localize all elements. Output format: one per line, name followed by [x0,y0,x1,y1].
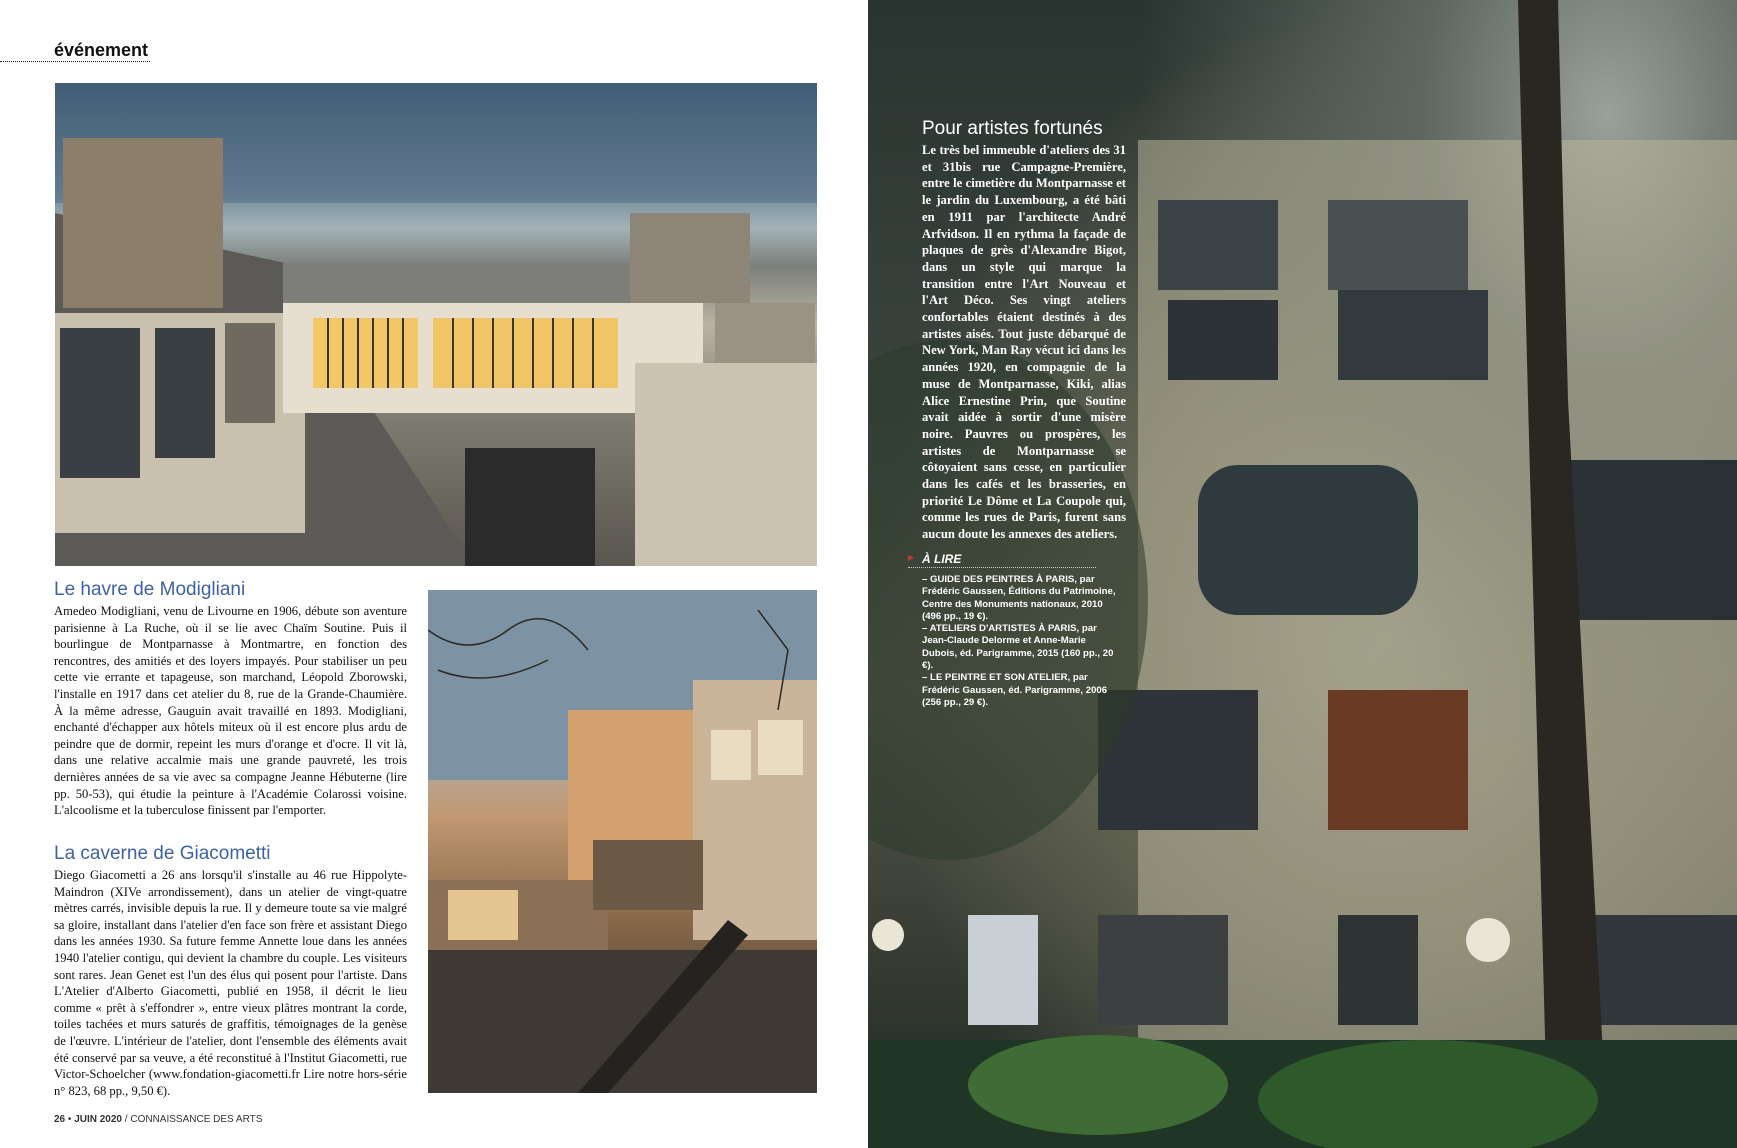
page-footer [54,1114,262,1125]
sidebar-text: Le très bel immeuble d'ateliers des 31 et 31bis rue Campagne-Première, entre le cimetière du Montparnasse et le jardin du Luxembourg, a été bâti en 1911 par l'architecte André Arfvidson. Il en rythma la façade de plaques de grès d'Alexandre Bigot, dans un style qui marque la transition entre l'Art Nouveau et l'Art Déco. Ses vingt ateliers confortables étaient destinés à des artistes aisés. Tout juste débarqué de New York, Man Ray vécut ici dans les années 1920, en compagnie de la muse de Montparnasse, Kiki, alias Alice Ernestine Prin, que Soutine avait aidée à sortir d'une misère noire. Pauvres ou prospères, les artistes de Montparnasse se côtoyaient sans cesse, en particulier dans les cafés et les brasseries, en priorité Le Dôme et La Coupole qui, comme les rues de Paris, furent sans aucun doute les annexes des ateliers. [922,143,1126,542]
reading-dotted-rule [908,567,1096,568]
rooftop-illustration [55,83,817,566]
section-label: événement [54,40,149,60]
reading-item: – LE PEINTRE ET SON ATELIER, par Frédéric Gaussen, éd. Parigramme, 2006 (256 pp., 29 €). [922,672,1108,708]
magazine-name: CONNAISSANCE DES ARTS [130,1114,263,1125]
reading-item: – GUIDE DES PEINTRES À PARIS, par Frédéric Gaussen, Éditions du Patrimoine, Centre des Monuments nationaux, 2010 (496 pp., 19 €). [922,574,1116,622]
page-number: 26 [54,1114,66,1125]
right-page-photo [868,0,1737,1148]
paragraph-modigliani: Amedeo Modigliani, venu de Livourne en 1906, débute son aventure parisienne à La Ruche, où il se lie avec Chaïm Soutine. Puis il bourlingue de Montparnasse à Montmartre, en fonction des rencontres, des amitiés et des loyers impayés. Pour stabiliser un peu cette vie errante et tapageuse, son marchand, Léopold Zborowski, l'installe en 1917 dans cet atelier du 8, rue de la Grande-Chaumière. À la même adresse, Gauguin avait travaillé en 1893. Modigliani, enchanté d'échapper aux hôtels miteux où il est encore plus ardu de peindre que de dormir, repeint les murs d'orange et d'ocre. Il vit là, dans une relative accalmie mais une grande pauvreté, les trois dernières années de sa vie avec sa compagne Jeanne Hébuterne (lire pp. 50-53), qui étudie la peinture à l'Académie Colarossi voisine. L'alcoolisme et la tuberculose finissent par l'emporter. [54,604,407,818]
dotted-rule [0,61,150,62]
photo-courtyard-atelier [428,590,817,1093]
heading-giacometti: La caverne de Giacometti [54,843,271,864]
reading-list [922,574,1122,709]
left-page [0,0,868,1148]
slash-separator: / [122,1114,131,1125]
courtyard-illustration [428,590,817,1093]
photo-rooftop-ateliers [55,83,817,566]
reading-heading: À LIRE [922,552,962,566]
issue-date: JUIN 2020 [74,1114,122,1125]
reading-item: – ATELIERS D'ARTISTES À PARIS, par Jean-Claude Delorme et Anne-Marie Dubois, éd. Parigramme, 2015 (160 pp., 20 €). [922,623,1114,672]
red-marker-icon: ▸ [908,550,915,564]
heading-modigliani: Le havre de Modigliani [54,579,246,600]
paragraph-giacometti: Diego Giacometti a 26 ans lorsqu'il s'installe au 46 rue Hippolyte-Maindron (XIVe arrondissement), dans un atelier de vingt-quatre mètres carrés, invisible depuis la rue. Il y demeure toute sa vie malgré sa gloire, installant dans l'atelier d'en face son frère et assistant Diego dans les années 1930. Sa future femme Annette loue dans les années 1940 l'atelier contigu, qui devient la chambre du couple. Les visiteurs sont rares. Jean Genet est l'un des élus qui posent pour l'artiste. Dans L'Atelier d'Alberto Giacometti, publié en 1958, il décrit le lieu comme « prêt à s'effondrer », entre vieux plâtres montrant la corde, toiles tachées et murs saturés de graffitis, témoignages de la genèse de l'œuvre. L'intérieur de l'atelier, dont l'ensemble des éléments avait été conservé par sa veuve, a été reconstitué à l'Institut Giacometti, rue Victor-Schoelcher (www.fondation-giacometti.fr Lire notre hors-série n° 823, 68 pp., 9,50 €). [54,868,407,1098]
sidebar-title: Pour artistes fortunés [922,118,1103,139]
bullet-separator: • [65,1114,75,1125]
